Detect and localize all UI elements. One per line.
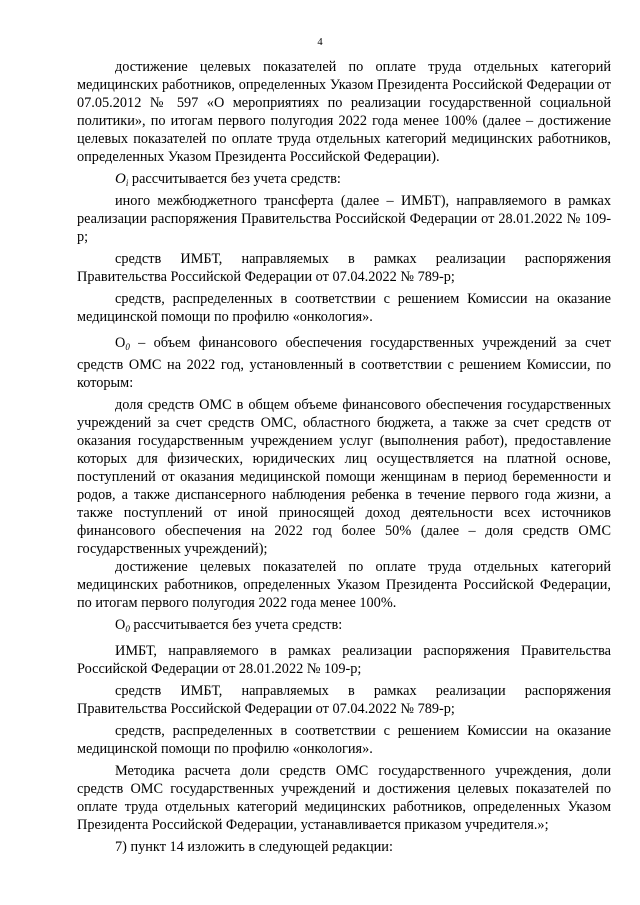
formula-symbol-o0-2: $O_0$ [115,617,130,634]
formula-symbol-oi: $O_i$ [115,171,129,188]
paragraph-oms-share: доля средств ОМС в общем объеме финансового обеспечения государственных учреждений за счет средств ОМС, областного бюджета, а также за счет средств от оказания государственным учреждением услуг (выполнения работ), предоставление которых для физических, юридических лиц осуществляется на платной основе, поступлений от оказания медицинской помощи женщинам в период беременности и родов, а также диспансерного наблюдения ребенка в течение первого года жизни, а также поступлений от иной приносящей доход деятельности всех источников финансового обеспечения на 2022 год более 50% (далее – доля средств ОМС государственных учреждений); [77,397,611,557]
paragraph-target-indicators: достижение целевых показателей по оплате труда отдельных категорий медицинских работников, определенных Указом Президента Российской Федерации от 07.05.2012 № 597 «О мероприятиях по реализации государственной социальной политики», по итогам первого полугодия 2022 года менее 100% (далее – достижение целевых показателей по оплате труда отдельных категорий медицинских работников, определенных Указом Президента Российской Федерации). [77,59,611,165]
paragraph-o0-exclusions: $O_0$ рассчитывается без учета средств: [115,617,343,634]
paragraph-item-14: 7) пункт 14 изложить в следующей редакции: [115,839,393,855]
paragraph-oi-exclusions: $O_i$ рассчитывается без учета средств: [115,171,341,188]
paragraph-o0-definition: $O_0$ – объем финансового обеспечения государственных учреждений за счет средств ОМС на 2022 год, установленный в соответствии с решением Комиссии, по которым: [77,335,611,391]
paragraph-target-indicators-2: достижение целевых показателей по оплате труда отдельных категорий медицинских работников, определенных Указом Президента Российской Федерации, по итогам первого полугодия 2022 года менее 100%. [77,559,611,611]
paragraph-methodology: Методика расчета доли средств ОМС государственного учреждения, доли средств ОМС государственных учреждений и достижения целевых показателей по оплате труда отдельных категорий медицинских работников, определенных Указом Президента Российской Федерации, устанавливается приказом учредителя.»; [77,763,611,833]
paragraph-oncology: средств, распределенных в соответствии с решением Комиссии на оказание медицинской помощи по профилю «онкология». [77,291,611,325]
paragraph-oncology-2: средств, распределенных в соответствии с решением Комиссии на оказание медицинской помощи по профилю «онкология». [77,723,611,757]
paragraph-imbt-109-2: ИМБТ, направляемого в рамках реализации распоряжения Правительства Российской Федерации от 28.01.2022 № 109-р; [77,643,611,677]
paragraph-imbt-109: иного межбюджетного трансферта (далее – ИМБТ), направляемого в рамках реализации распоряжения Правительства Российской Федерации от 28.01.2022 № 109-р; [77,193,611,245]
paragraph-imbt-789-2: средств ИМБТ, направляемых в рамках реализации распоряжения Правительства Российской Федерации от 07.04.2022 № 789-р; [77,683,611,717]
page-number: 4 [317,37,323,48]
formula-symbol-o0: $O_0$ [115,335,130,352]
paragraph-imbt-789: средств ИМБТ, направляемых в рамках реализации распоряжения Правительства Российской Федерации от 07.04.2022 № 789-р; [77,251,611,285]
document-body [77,58,611,856]
